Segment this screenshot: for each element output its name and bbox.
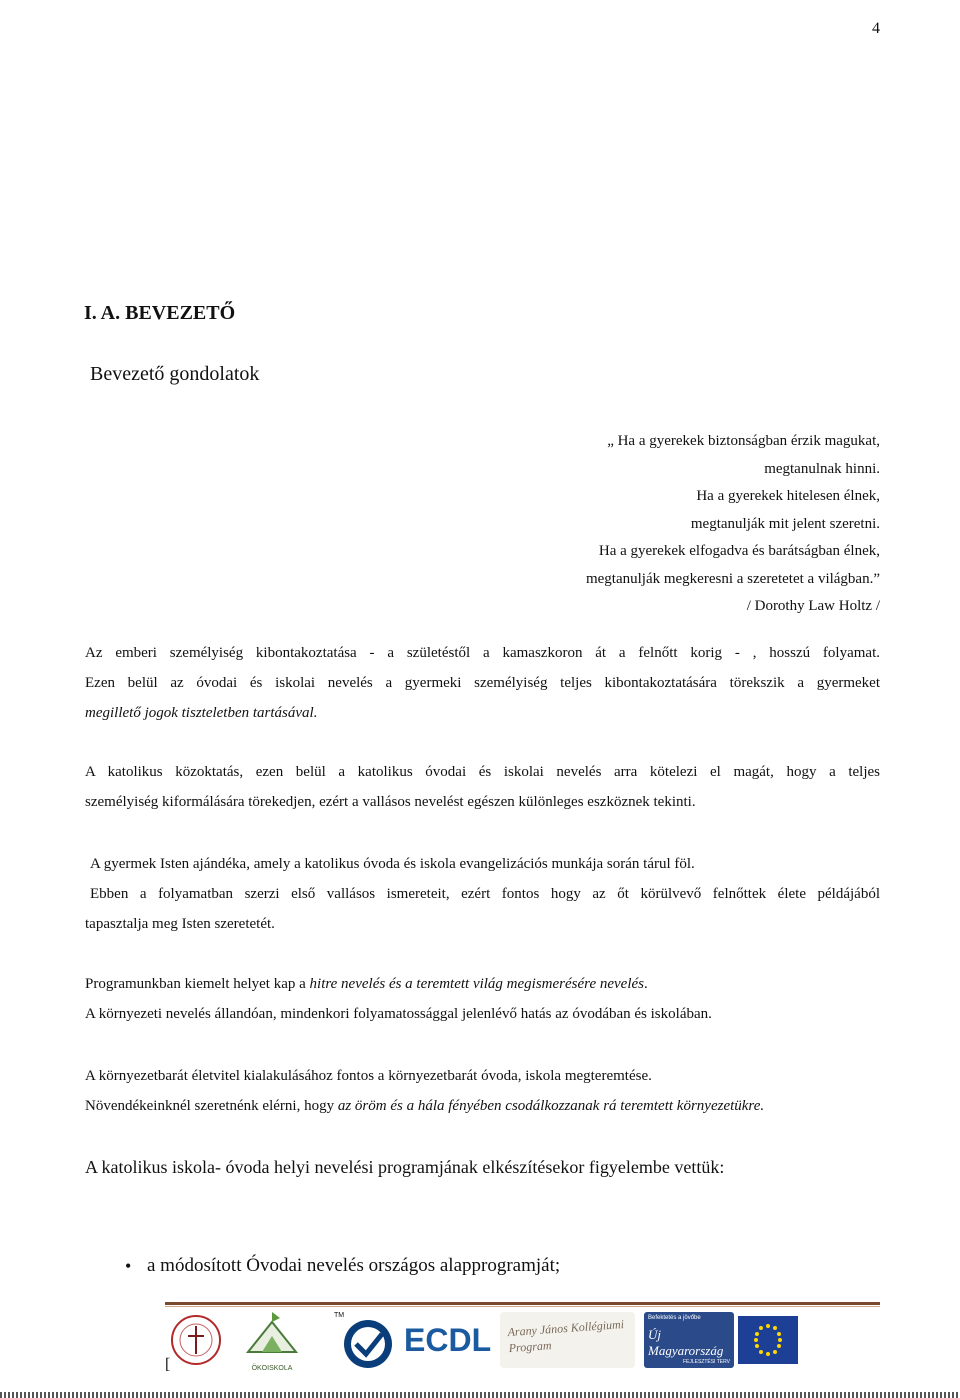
uj-magyarorszag-label: Új Magyarország bbox=[648, 1327, 724, 1358]
footer-rule-thin bbox=[165, 1306, 880, 1307]
paragraph-line: személyiség kiformálására törekedjen, ezért a vallásos nevelést egészen különleges eszköznek tekinti. bbox=[85, 794, 696, 810]
footer-bracket: [ bbox=[165, 1356, 171, 1373]
befektetes-label: Befektetés a jövőbe bbox=[648, 1315, 701, 1321]
uj-magyarorszag-logo bbox=[644, 1312, 734, 1368]
school-seal-logo bbox=[168, 1312, 224, 1368]
list-item bbox=[125, 1255, 560, 1277]
paragraph-line: Ebben a folyamatban szerzi első vallásos ismereteit, ezért fontos hogy az őt körülvevő felnőttek élete példájából bbox=[90, 886, 880, 902]
poem-line: „ Ha a gyerekek biztonságban érzik magukat, bbox=[607, 433, 880, 449]
text-run: Programunkban kiemelt helyet kap a bbox=[85, 976, 310, 992]
paragraph-line: Az emberi személyiség kibontakoztatása - a születéstől a kamaszkoron át a felnőtt korig - , hosszú folyamat. bbox=[85, 645, 880, 661]
eu-flag-icon bbox=[738, 1316, 798, 1364]
fejlesztesi-terv-label: FEJLESZTÉSI TERV bbox=[682, 1359, 730, 1365]
trademark-label: TM bbox=[334, 1312, 345, 1319]
paragraph-program bbox=[85, 969, 880, 1029]
ecdl-logo bbox=[404, 1312, 490, 1368]
paragraph-line bbox=[85, 1091, 880, 1121]
section-heading: I. A. BEVEZETŐ bbox=[84, 302, 236, 324]
paragraph-catholic-education bbox=[85, 757, 880, 817]
paragraph-line: A környezetbarát életvitel kialakulásához fontos a környezetbarát óvoda, iskola megteremtése. bbox=[85, 1068, 652, 1084]
considered-list bbox=[125, 1255, 560, 1277]
poem-line: megtanulják mit jelent szeretni. bbox=[690, 515, 880, 532]
paragraph-line: A katolikus iskola- óvoda helyi nevelési programjának elkészítésekor figyelembe vettük: bbox=[85, 1157, 725, 1177]
paragraph-line: megillető jogok tiszteletben tartásával. bbox=[85, 705, 318, 721]
paragraph-gift-of-god bbox=[85, 849, 880, 939]
footer-rule bbox=[165, 1302, 880, 1305]
poem-line: megtanulják megkeresni a szeretetet a világban.” bbox=[585, 570, 880, 587]
arany-janos-logo bbox=[500, 1312, 635, 1368]
poem-line: Ha a gyerekek hitelesen élnek, bbox=[696, 488, 880, 504]
ecdl-globe-logo bbox=[320, 1312, 400, 1368]
section-subheading: Bevezető gondolatok bbox=[90, 363, 260, 385]
paragraph-line: Ezen belül az óvodai és iskolai nevelés a gyermeki személyiség teljes kibontakoztatására törekszik a gyermeket bbox=[85, 675, 880, 691]
paragraph-line: A gyermek Isten ajándéka, amely a katolikus óvoda és iskola evangelizációs munkája során tárul föl. bbox=[90, 856, 695, 872]
page-bottom-border bbox=[0, 1392, 960, 1398]
emphasis-text: hitre nevelés és a teremtett világ megismerésére nevelés bbox=[309, 976, 644, 992]
text-run: Növendékeinknél szeretnénk elérni, hogy bbox=[85, 1098, 338, 1114]
bullet-icon: • bbox=[125, 1255, 132, 1276]
paragraph-line: tapasztalja meg Isten szeretetét. bbox=[85, 916, 275, 932]
paragraph-considered bbox=[85, 1152, 880, 1182]
okoiskola-label: ÖKOISKOLA bbox=[251, 1365, 293, 1372]
list-item-text: a módosított Óvodai nevelés országos alapprogramját; bbox=[147, 1255, 561, 1276]
poem-quote bbox=[586, 428, 880, 621]
okoiskola-logo bbox=[240, 1312, 304, 1372]
page-number: 4 bbox=[872, 20, 880, 37]
poem-line: megtanulnak hinni. bbox=[764, 460, 880, 477]
paragraph-environment bbox=[85, 1061, 880, 1121]
paragraph-line: A katolikus közoktatás, ezen belül a katolikus óvodai és iskolai nevelés arra kötelezi el magát, hogy a teljes bbox=[85, 764, 880, 780]
ecdl-wordmark: ECDL bbox=[404, 1322, 492, 1358]
paragraph-line: A környezeti nevelés állandóan, mindenkori folyamatossággal jelenlévő hatás az óvodában és iskolában. bbox=[85, 1006, 712, 1022]
poem-line: Ha a gyerekek elfogadva és barátságban élnek, bbox=[598, 543, 880, 559]
paragraph-development bbox=[85, 638, 880, 728]
emphasis-text: az öröm és a hála fényében csodálkozzanak rá teremtett környezetükre. bbox=[337, 1098, 765, 1114]
arany-janos-label: Arany János Kollégiumi Program bbox=[507, 1317, 625, 1356]
poem-author: / Dorothy Law Holtz / bbox=[746, 598, 880, 614]
text-run: . bbox=[643, 976, 648, 992]
paragraph-line bbox=[85, 969, 880, 999]
